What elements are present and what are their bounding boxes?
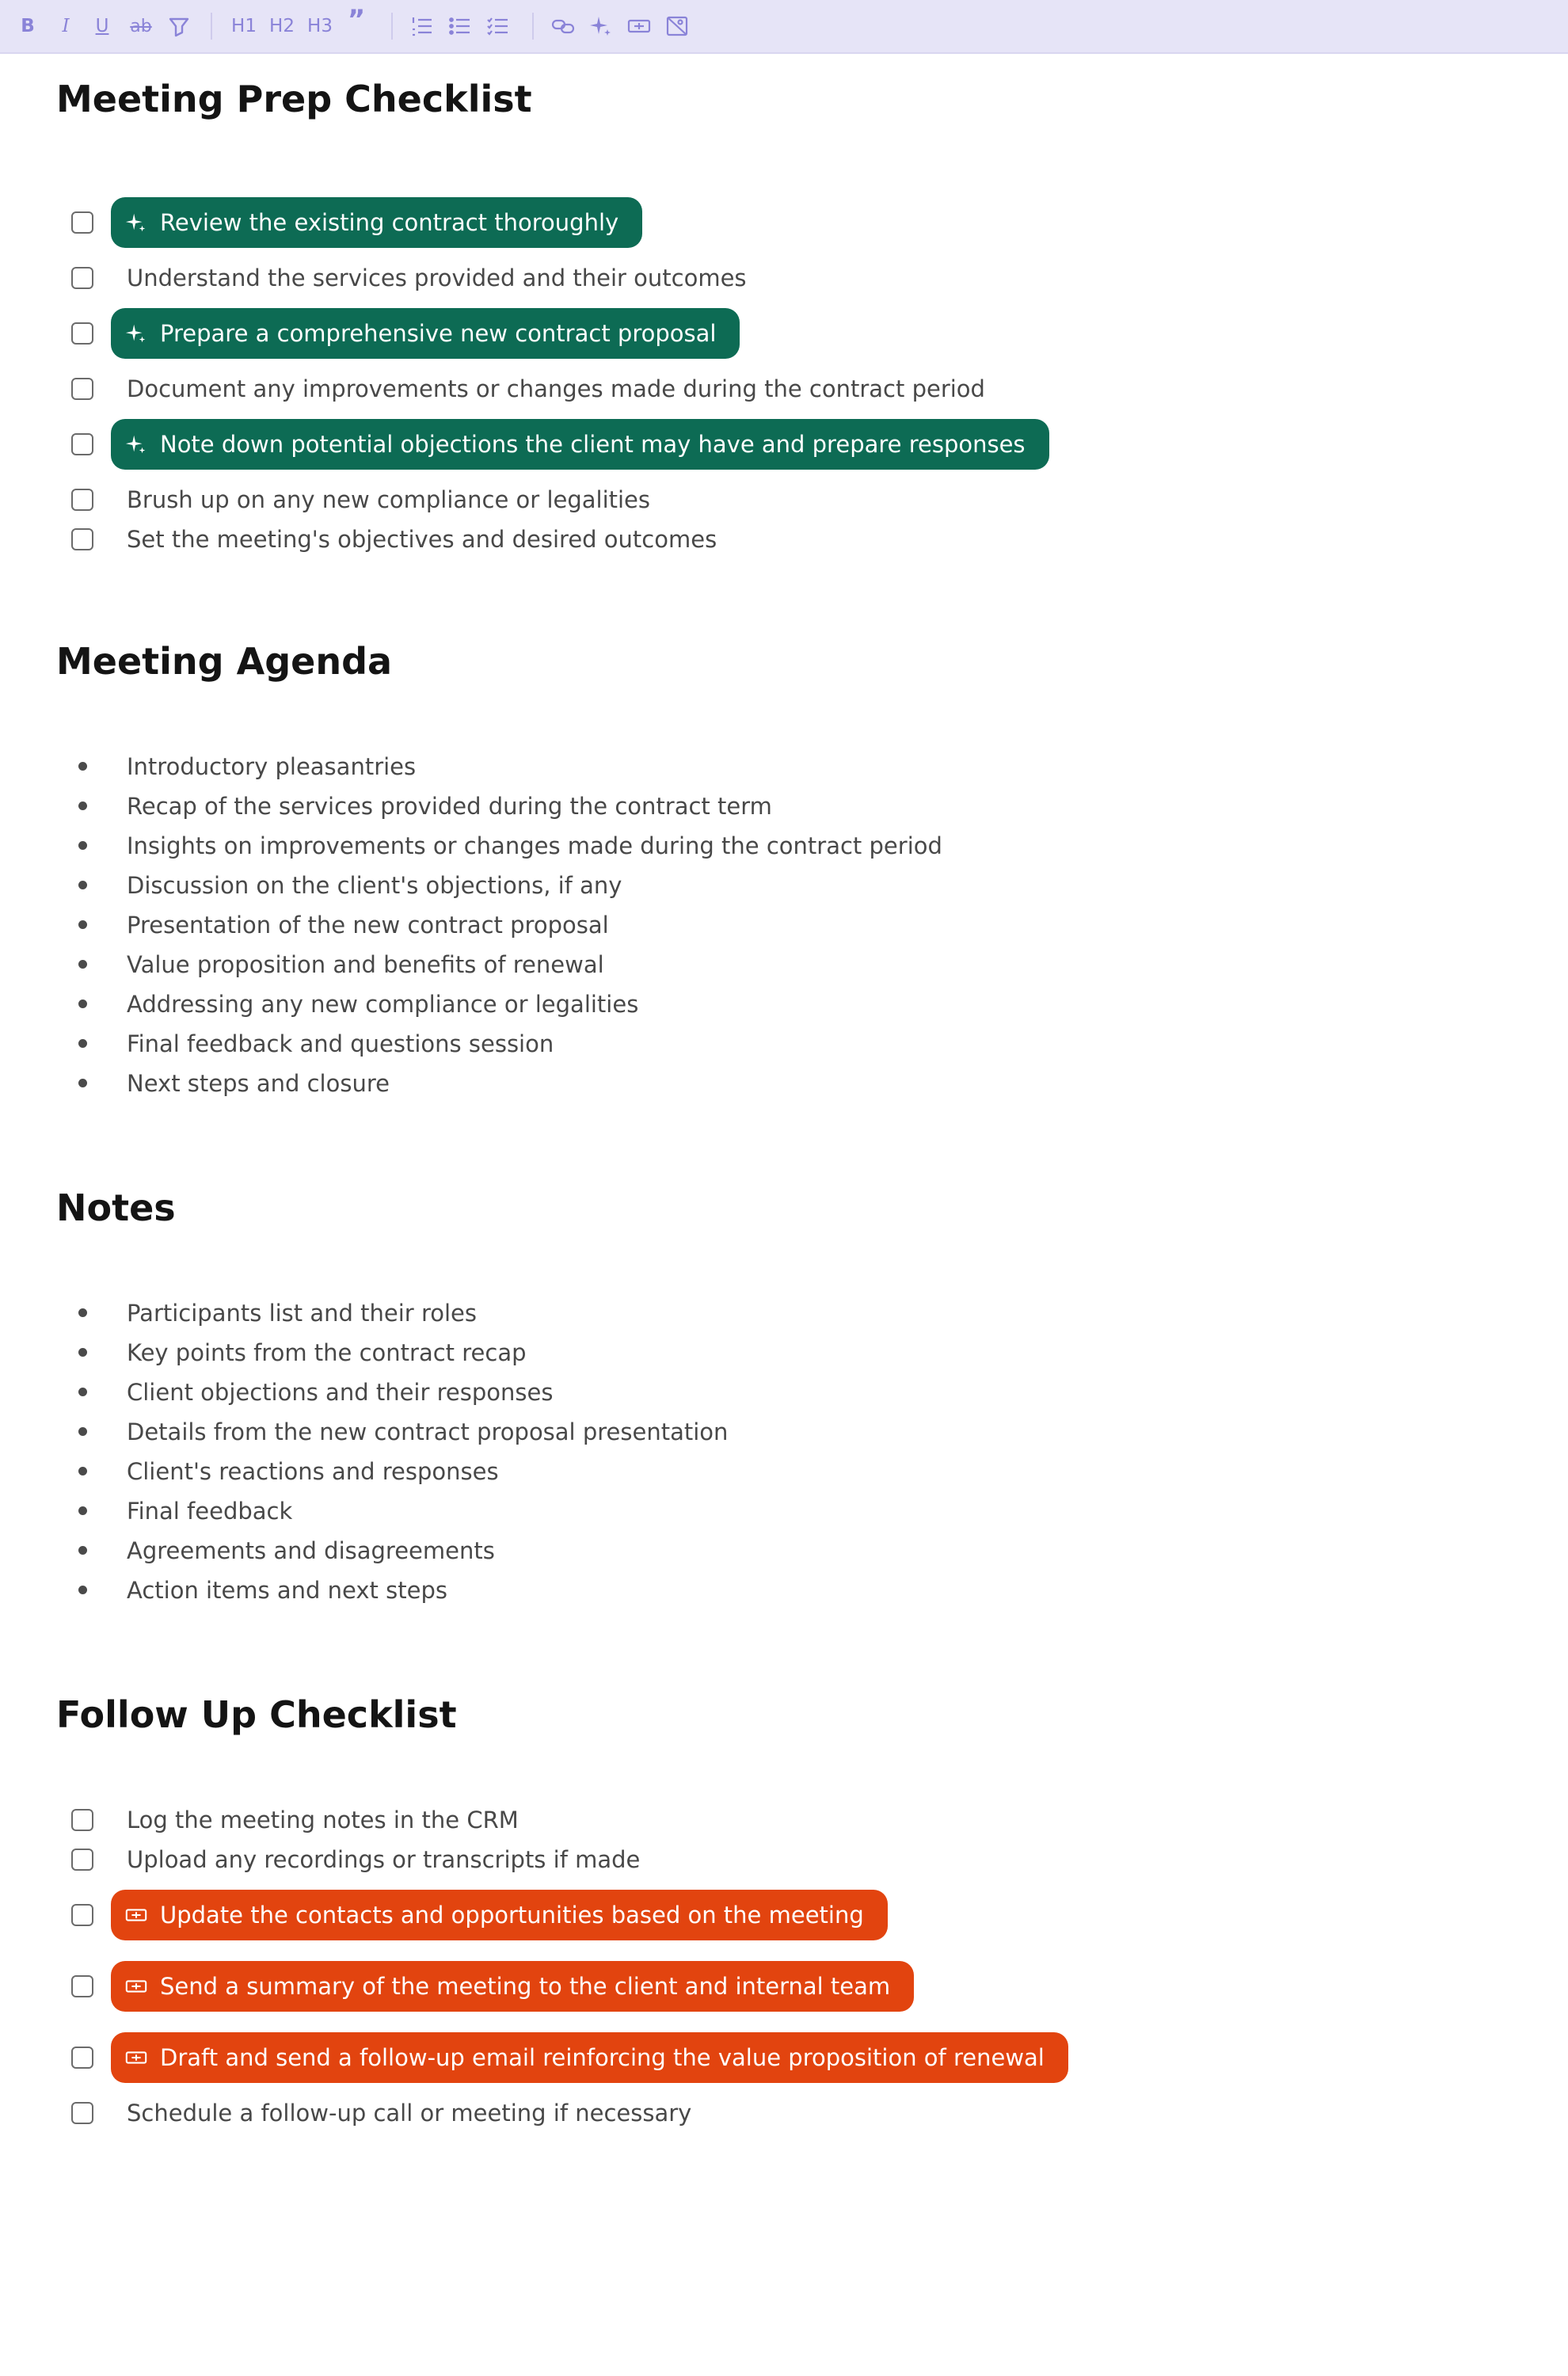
bullet bbox=[78, 1308, 87, 1317]
list-item bbox=[0, 947, 1188, 984]
list-item-label: Discussion on the client's objections, if any bbox=[127, 872, 622, 899]
list-item-label: Action items and next steps bbox=[127, 1577, 447, 1604]
list-item bbox=[0, 1066, 1188, 1102]
list-item-label: Insights on improvements or changes made during the contract period bbox=[127, 832, 942, 859]
checklist-item-label: Prepare a comprehensive new contract proposal bbox=[160, 320, 717, 347]
image-icon bbox=[664, 13, 690, 39]
bullet bbox=[78, 1079, 87, 1087]
checkbox[interactable] bbox=[71, 528, 93, 550]
section-title-agenda: Meeting Agenda bbox=[56, 640, 393, 683]
checkbox[interactable] bbox=[71, 322, 93, 345]
bullet bbox=[78, 1388, 87, 1396]
bullet bbox=[78, 920, 87, 929]
bullet bbox=[78, 762, 87, 771]
strikethrough-button[interactable]: ab bbox=[130, 16, 152, 36]
checklist-item-label: Schedule a follow-up call or meeting if necessary bbox=[127, 2100, 692, 2127]
section-title-notes: Notes bbox=[56, 1186, 176, 1229]
checkbox[interactable] bbox=[71, 489, 93, 511]
bullet bbox=[78, 1000, 87, 1008]
checklist-item-label: Understand the services provided and their outcomes bbox=[127, 265, 747, 291]
ai-highlight-pill[interactable] bbox=[111, 308, 740, 359]
checklist-item-label: Send a summary of the meeting to the client and internal team bbox=[160, 1973, 891, 2000]
list-item-label: Final feedback and questions session bbox=[127, 1030, 554, 1057]
checkbox[interactable] bbox=[71, 433, 93, 455]
heading-1-button[interactable]: H1 bbox=[231, 16, 257, 36]
bullet bbox=[78, 1506, 87, 1515]
checkbox[interactable] bbox=[71, 2102, 93, 2124]
image-button[interactable] bbox=[662, 11, 692, 41]
list-item-label: Introductory pleasantries bbox=[127, 753, 417, 780]
checklist-item bbox=[0, 482, 1188, 519]
quote-button[interactable]: ” bbox=[347, 4, 366, 36]
list-item bbox=[0, 1415, 1188, 1451]
checklist-item-label: Set the meeting's objectives and desired outcomes bbox=[127, 526, 717, 553]
list-item bbox=[0, 828, 1188, 865]
bullet bbox=[78, 1467, 87, 1475]
checkbox[interactable] bbox=[71, 1809, 93, 1831]
ai-highlight-pill[interactable] bbox=[111, 197, 642, 248]
link-button[interactable] bbox=[548, 11, 578, 41]
formatting-toolbar bbox=[0, 0, 1568, 54]
heading-2-button[interactable]: H2 bbox=[269, 16, 295, 36]
bullet bbox=[78, 881, 87, 889]
action-button-icon bbox=[626, 13, 652, 39]
checklist-item-label: Log the meeting notes in the CRM bbox=[127, 1807, 519, 1833]
list-item bbox=[0, 908, 1188, 944]
underline-button[interactable]: U bbox=[95, 16, 109, 36]
action-button-icon bbox=[124, 1974, 149, 1999]
checklist-item bbox=[0, 2040, 1188, 2077]
list-item-label: Agreements and disagreements bbox=[127, 1537, 495, 1564]
section-title-prep: Meeting Prep Checklist bbox=[56, 78, 532, 120]
list-item bbox=[0, 789, 1188, 825]
bullet bbox=[78, 841, 87, 850]
list-item bbox=[0, 1026, 1188, 1063]
toolbar-divider bbox=[211, 13, 212, 40]
sparkle-icon bbox=[588, 13, 614, 39]
list-item-label: Final feedback bbox=[127, 1498, 293, 1525]
checkbox[interactable] bbox=[71, 1849, 93, 1871]
sparkle-icon bbox=[124, 210, 149, 235]
checklist-item-label: Update the contacts and opportunities based on the meeting bbox=[160, 1902, 864, 1929]
list-item-label: Key points from the contract recap bbox=[127, 1339, 527, 1366]
checkbox[interactable] bbox=[71, 378, 93, 400]
list-item-label: Details from the new contract proposal presentation bbox=[127, 1418, 729, 1445]
link-icon bbox=[550, 13, 576, 39]
list-item-label: Presentation of the new contract proposal bbox=[127, 912, 609, 939]
list-item bbox=[0, 1494, 1188, 1530]
sparkle-icon bbox=[124, 321, 149, 346]
action-button-insert[interactable] bbox=[624, 11, 654, 41]
list-item-label: Addressing any new compliance or legalities bbox=[127, 991, 639, 1018]
list-item-label: Next steps and closure bbox=[127, 1070, 390, 1097]
checklist-item bbox=[0, 2096, 1188, 2132]
list-item bbox=[0, 1375, 1188, 1411]
list-item bbox=[0, 1335, 1188, 1372]
checkbox[interactable] bbox=[71, 211, 93, 234]
checkbox[interactable] bbox=[71, 1975, 93, 1997]
heading-3-button[interactable]: H3 bbox=[307, 16, 333, 36]
checklist-item bbox=[0, 1842, 1188, 1879]
checkbox[interactable] bbox=[71, 2047, 93, 2069]
checklist-item bbox=[0, 427, 1188, 463]
checklist-item bbox=[0, 316, 1188, 352]
list-item bbox=[0, 1533, 1188, 1570]
list-item-label: Participants list and their roles bbox=[127, 1300, 477, 1327]
ai-highlight-pill[interactable] bbox=[111, 419, 1049, 470]
bullet bbox=[78, 1427, 87, 1436]
bullet bbox=[78, 802, 87, 810]
checklist-item bbox=[0, 371, 1188, 408]
bullet bbox=[78, 960, 87, 969]
ai-highlight-button[interactable] bbox=[586, 11, 616, 41]
checklist-item bbox=[0, 522, 1188, 558]
toolbar-divider bbox=[532, 13, 534, 40]
section-title-followup: Follow Up Checklist bbox=[56, 1693, 457, 1736]
list-item bbox=[0, 749, 1188, 786]
list-item-label: Client's reactions and responses bbox=[127, 1458, 499, 1485]
checkbox[interactable] bbox=[71, 267, 93, 289]
checklist-item bbox=[0, 261, 1188, 297]
checklist-item-label: Upload any recordings or transcripts if made bbox=[127, 1846, 641, 1873]
bold-button[interactable]: B bbox=[21, 16, 35, 36]
highlighter-icon bbox=[166, 13, 192, 39]
list-item-label: Client objections and their responses bbox=[127, 1379, 554, 1406]
ordered-list-button[interactable] bbox=[407, 11, 437, 41]
checklist-item-label: Note down potential objections the client may have and prepare responses bbox=[160, 431, 1026, 458]
ordered-list-icon bbox=[409, 13, 435, 39]
checklist-icon bbox=[485, 13, 511, 39]
bullet-list-button[interactable] bbox=[445, 11, 475, 41]
action-button-icon bbox=[124, 2045, 149, 2070]
checklist-item-label: Review the existing contract thoroughly bbox=[160, 209, 619, 236]
list-item-label: Value proposition and benefits of renewal bbox=[127, 951, 604, 978]
italic-button[interactable]: I bbox=[62, 16, 70, 36]
action-highlight-pill[interactable] bbox=[111, 2032, 1068, 2083]
list-item bbox=[0, 1573, 1188, 1609]
toolbar-divider bbox=[391, 13, 393, 40]
sparkle-icon bbox=[124, 432, 149, 457]
checklist-item-label: Brush up on any new compliance or legalities bbox=[127, 486, 651, 513]
checkbox[interactable] bbox=[71, 1904, 93, 1926]
list-item bbox=[0, 987, 1188, 1023]
checklist-item bbox=[0, 205, 1188, 242]
bullet bbox=[78, 1586, 87, 1594]
action-button-icon bbox=[124, 1902, 149, 1928]
list-item bbox=[0, 1454, 1188, 1491]
highlighter-button[interactable] bbox=[165, 11, 193, 41]
checklist-button[interactable] bbox=[483, 11, 513, 41]
action-highlight-pill[interactable] bbox=[111, 1961, 914, 2012]
bullet bbox=[78, 1348, 87, 1357]
bullet bbox=[78, 1039, 87, 1048]
bullet bbox=[78, 1546, 87, 1555]
checklist-item bbox=[0, 1969, 1188, 2005]
action-highlight-pill[interactable] bbox=[111, 1890, 888, 1940]
checklist-item-label: Draft and send a follow-up email reinforcing the value proposition of renewal bbox=[160, 2044, 1045, 2071]
list-item bbox=[0, 1296, 1188, 1332]
bullet-list-icon bbox=[447, 13, 473, 39]
list-item-label: Recap of the services provided during the contract term bbox=[127, 793, 772, 820]
checklist-item bbox=[0, 1803, 1188, 1839]
checklist-item-label: Document any improvements or changes made during the contract period bbox=[127, 375, 985, 402]
checklist-item bbox=[0, 1898, 1188, 1934]
list-item bbox=[0, 868, 1188, 904]
